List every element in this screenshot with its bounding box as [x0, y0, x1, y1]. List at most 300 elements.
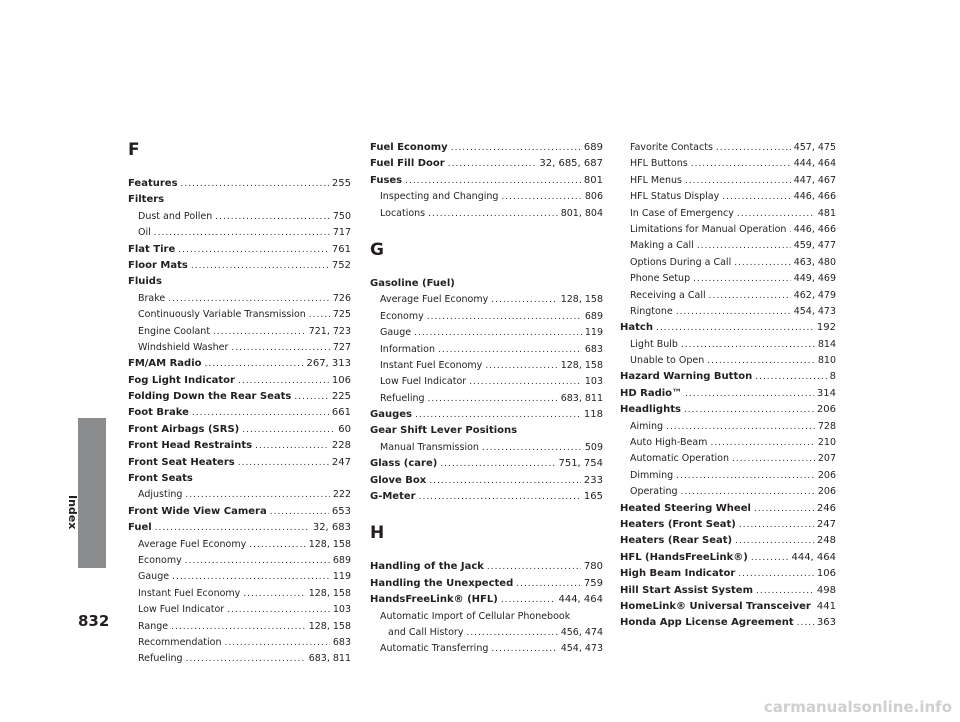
- index-entry: [128, 389, 351, 405]
- index-entry: [620, 533, 836, 549]
- index-entry: [370, 407, 603, 423]
- entry-page-numbers: 462, 479: [793, 289, 836, 301]
- dot-leader: [415, 407, 581, 423]
- entry-text: Unable to Open: [630, 355, 705, 367]
- entry-text: Manual Transmission: [380, 441, 479, 453]
- entry-text: Features: [128, 178, 178, 189]
- dot-leader: [697, 238, 791, 254]
- entry-text: Receiving a Call: [630, 289, 706, 301]
- entry-page-numbers: 653: [331, 505, 351, 517]
- dot-leader: [238, 455, 329, 471]
- entry-page-numbers: 759: [583, 577, 603, 589]
- entry-text: Gauges: [370, 409, 412, 421]
- entry-text: Phone Setup: [630, 273, 691, 285]
- entry-page-numbers: 248: [816, 535, 836, 547]
- index-entry: [620, 369, 836, 385]
- index-subentry: [128, 340, 351, 356]
- entry-text: Operating: [630, 486, 678, 498]
- entry-page-numbers: 814: [817, 338, 836, 350]
- entry-text: Fuel: [128, 522, 152, 534]
- index-entry: [370, 592, 603, 608]
- index-entry: [128, 176, 351, 192]
- entry-text: Front Wide View Camera: [128, 505, 267, 517]
- entry-text: Average Fuel Economy: [138, 538, 247, 550]
- entry-text: Limitations for Manual Operation: [630, 223, 787, 235]
- entry-text: Light Bulb: [630, 338, 678, 350]
- entry-page-numbers: 725: [332, 309, 351, 321]
- dot-leader: [171, 619, 306, 635]
- index-subentry: [620, 156, 836, 172]
- entry-text: Refueling: [138, 653, 183, 665]
- entry-text: Engine Coolant: [138, 325, 211, 337]
- entry-page-numbers: 752: [331, 259, 351, 271]
- index-entry: [370, 489, 603, 505]
- entry-page-numbers: 661: [331, 407, 351, 419]
- index-subentry: [620, 435, 836, 451]
- dot-leader: [192, 405, 329, 421]
- dot-leader: [154, 225, 330, 241]
- entry-text: Low Fuel Indicator: [380, 376, 467, 388]
- entry-page-numbers: 246: [816, 502, 836, 514]
- dot-leader: [448, 156, 537, 172]
- index-entry: [128, 422, 351, 438]
- dot-leader: [270, 504, 329, 520]
- index-subentry: [128, 291, 351, 307]
- dot-leader: [227, 602, 330, 618]
- entry-text: Dimming: [630, 469, 674, 481]
- dot-leader: [224, 635, 329, 651]
- entry-page-numbers: 750: [332, 210, 351, 222]
- section-letter-heading: G: [370, 239, 384, 260]
- dot-leader: [466, 625, 557, 641]
- entry-text: Heaters (Front Seat): [620, 518, 736, 530]
- index-subentry: [128, 635, 351, 651]
- dot-leader: [797, 615, 814, 631]
- entry-page-numbers: 363: [816, 617, 836, 629]
- entry-text: Instant Fuel Economy: [380, 359, 483, 371]
- dot-leader: [685, 173, 791, 189]
- entry-page-numbers: 728: [817, 420, 836, 432]
- dot-leader: [249, 537, 305, 553]
- entry-page-numbers: 449, 469: [793, 273, 836, 285]
- watermark: carmanualsonline.info: [763, 698, 952, 716]
- entry-text: In Case of Emergency: [630, 207, 734, 219]
- dot-leader: [516, 576, 581, 592]
- dot-leader: [482, 440, 582, 456]
- entry-text: Front Head Restraints: [128, 440, 253, 452]
- entry-text: Glove Box: [370, 474, 427, 486]
- index-entry: [370, 173, 603, 189]
- entry-text: Filters: [128, 194, 165, 206]
- entry-page-numbers: 118: [583, 409, 603, 421]
- entry-page-numbers: 444, 464: [558, 594, 603, 606]
- index-subentry: [620, 468, 836, 484]
- dot-leader: [681, 337, 815, 353]
- entry-page-numbers: 255: [331, 178, 351, 189]
- index-entry: [128, 274, 351, 290]
- entry-page-numbers: 689: [584, 310, 603, 322]
- index-entry: [620, 517, 836, 533]
- index-subentry: [620, 140, 836, 156]
- index-entry: [370, 576, 603, 592]
- dot-leader: [738, 566, 814, 582]
- index-subentry: [370, 206, 603, 222]
- dot-leader: [485, 358, 557, 374]
- dot-leader: [691, 156, 791, 172]
- entry-text: Hatch: [620, 322, 653, 334]
- index-subentry: [620, 271, 836, 287]
- entry-text: Information: [380, 343, 435, 355]
- entry-text: High Beam Indicator: [620, 568, 736, 580]
- entry-page-numbers: 165: [583, 491, 603, 503]
- index-subentry: [370, 358, 603, 374]
- entry-page-numbers: 726: [332, 292, 351, 304]
- entry-text: Favorite Contacts: [630, 142, 713, 153]
- index-subentry: [128, 553, 351, 569]
- index-entry: [620, 615, 836, 631]
- entry-page-numbers: 447, 467: [793, 174, 836, 186]
- entry-text: Gauge: [380, 327, 412, 339]
- entry-page-numbers: 801: [583, 174, 603, 186]
- index-subentry: [620, 255, 836, 271]
- entry-text: HomeLink® Universal Transceiver: [620, 600, 811, 612]
- dot-leader: [710, 435, 814, 451]
- entry-text: Fog Light Indicator: [128, 374, 235, 386]
- entry-text: Gear Shift Lever Positions: [370, 425, 518, 437]
- entry-page-numbers: 683, 811: [560, 392, 603, 404]
- dot-leader: [191, 258, 329, 274]
- entry-text: Auto High-Beam: [630, 437, 708, 449]
- dot-leader: [181, 176, 329, 192]
- index-subentry: [370, 309, 603, 325]
- index-subentry: [620, 419, 836, 435]
- index-column-2: [370, 140, 603, 658]
- section-gap: [370, 222, 603, 240]
- dot-leader: [213, 324, 306, 340]
- index-subentry: [620, 288, 836, 304]
- entry-text: Gasoline (Fuel): [370, 277, 455, 289]
- index-subentry: [620, 451, 836, 467]
- entry-text: Oil: [138, 227, 151, 239]
- entry-page-numbers: 457, 475: [793, 142, 836, 153]
- dot-leader: [168, 291, 330, 307]
- index-subentry: [128, 651, 351, 667]
- entry-page-numbers: 128, 158: [560, 359, 603, 371]
- dot-leader: [739, 517, 814, 533]
- entry-page-numbers: 119: [584, 327, 603, 339]
- index-entry: [620, 501, 836, 517]
- entry-page-numbers: 454, 473: [560, 643, 603, 655]
- entry-text: Windshield Washer: [138, 341, 229, 353]
- index-entry: [620, 599, 836, 615]
- entry-page-numbers: 8: [829, 371, 836, 383]
- entry-page-numbers: 761: [331, 243, 351, 255]
- entry-text: HandsFreeLink® (HFL): [370, 594, 498, 606]
- dot-leader: [419, 489, 581, 505]
- index-subentry: [370, 641, 603, 657]
- entry-page-numbers: 228: [331, 440, 351, 452]
- index-subentry: [128, 209, 351, 225]
- dot-leader: [756, 583, 814, 599]
- index-entry: [128, 405, 351, 421]
- index-entry: [620, 320, 836, 336]
- index-entry: [128, 242, 351, 258]
- entry-text: Honda App License Agreement: [620, 617, 794, 629]
- index-subentry: [128, 225, 351, 241]
- entry-page-numbers: 806: [584, 191, 603, 203]
- entry-text: Inspecting and Changing: [380, 191, 499, 203]
- entry-page-numbers: 444, 464: [793, 158, 836, 170]
- entry-text: Gauge: [138, 571, 170, 583]
- entry-page-numbers: 247: [816, 518, 836, 530]
- entry-page-numbers: 247: [331, 456, 351, 468]
- dot-leader: [451, 140, 581, 156]
- section-gap: [370, 505, 603, 523]
- entry-text: Average Fuel Economy: [380, 294, 489, 306]
- dot-leader: [681, 484, 815, 500]
- section-letter-heading: H: [370, 523, 385, 544]
- entry-text: Locations: [380, 207, 426, 219]
- entry-page-numbers: 32, 685, 687: [539, 158, 603, 170]
- index-side-label: Index: [66, 495, 79, 530]
- index-entry: [128, 504, 351, 520]
- entry-page-numbers: 801, 804: [560, 207, 603, 219]
- entry-text: Automatic Operation: [630, 453, 730, 465]
- entry-page-numbers: 683: [332, 636, 351, 648]
- dot-leader: [438, 342, 582, 358]
- dot-leader: [676, 468, 815, 484]
- entry-text: Low Fuel Indicator: [138, 604, 225, 616]
- section-letter-heading: F: [128, 140, 140, 160]
- dot-leader: [155, 520, 310, 536]
- index-entry: [370, 473, 603, 489]
- dot-leader: [242, 422, 335, 438]
- index-subentry: [620, 337, 836, 353]
- index-entry: [128, 471, 351, 487]
- entry-text: HFL Buttons: [630, 158, 688, 170]
- dot-leader: [693, 271, 791, 287]
- entry-page-numbers: 446, 466: [793, 223, 836, 235]
- index-subentry: [370, 391, 603, 407]
- dot-leader: [722, 189, 790, 205]
- index-entry: [128, 373, 351, 389]
- entry-page-numbers: 267, 313: [306, 358, 351, 370]
- index-entry: [128, 192, 351, 208]
- entry-page-numbers: 207: [817, 453, 836, 465]
- entry-text: HD Radio™: [620, 387, 683, 399]
- entry-text: Refueling: [380, 392, 425, 404]
- entry-page-numbers: 721, 723: [308, 325, 351, 337]
- index-subentry: [128, 569, 351, 585]
- entry-text: HFL Status Display: [630, 191, 720, 203]
- entry-text: Recommendation: [138, 636, 222, 648]
- dot-leader: [734, 255, 790, 271]
- entry-text: FM/AM Radio: [128, 358, 202, 370]
- entry-page-numbers: 106: [816, 568, 836, 580]
- entry-text: Handling of the Jack: [370, 561, 484, 573]
- index-column-3: [620, 140, 836, 632]
- entry-text: Handling the Unexpected: [370, 577, 514, 589]
- index-subentry: [620, 238, 836, 254]
- dot-leader: [185, 487, 329, 503]
- index-subentry: [128, 619, 351, 635]
- dot-leader: [709, 288, 791, 304]
- entry-page-numbers: 225: [331, 391, 351, 403]
- dot-leader: [205, 356, 304, 372]
- entry-text: Range: [138, 620, 169, 632]
- index-entry: [128, 438, 351, 454]
- entry-text: Economy: [380, 310, 424, 322]
- index-subentry: [370, 189, 603, 205]
- dot-leader: [501, 592, 556, 608]
- entry-text: Headlights: [620, 404, 681, 416]
- dot-leader: [732, 451, 815, 467]
- entry-page-numbers: 210: [817, 437, 836, 449]
- dot-leader: [755, 369, 826, 385]
- entry-text: Brake: [138, 292, 166, 304]
- dot-leader: [716, 140, 791, 156]
- entry-page-numbers: 780: [583, 561, 603, 573]
- entry-text: Hazard Warning Button: [620, 371, 753, 383]
- dot-leader: [405, 173, 581, 189]
- index-subentry: [620, 484, 836, 500]
- dot-leader: [231, 340, 330, 356]
- entry-text: Ringtone: [630, 305, 673, 317]
- index-entry: [370, 140, 603, 156]
- entry-text: Economy: [138, 554, 182, 566]
- entry-text: Flat Tire: [128, 243, 176, 255]
- entry-text: Adjusting: [138, 489, 183, 501]
- index-subentry: [370, 609, 603, 625]
- index-entry: [370, 559, 603, 575]
- dot-leader: [185, 553, 330, 569]
- entry-page-numbers: 683: [584, 343, 603, 355]
- index-subentry: [128, 537, 351, 553]
- entry-text: Options During a Call: [630, 256, 732, 268]
- entry-page-numbers: 60: [338, 423, 351, 435]
- dot-leader: [789, 222, 790, 238]
- entry-page-numbers: 222: [332, 489, 351, 501]
- index-subentry: [620, 222, 836, 238]
- entry-page-numbers: 206: [816, 404, 836, 416]
- entry-page-numbers: 810: [817, 355, 836, 367]
- entry-page-numbers: 717: [332, 227, 351, 239]
- entry-text: Fuel Economy: [370, 142, 448, 153]
- dot-leader: [469, 374, 582, 390]
- entry-text: Folding Down the Rear Seats: [128, 391, 292, 403]
- dot-leader: [178, 242, 329, 258]
- entry-page-numbers: 106: [331, 374, 351, 386]
- entry-text: Foot Brake: [128, 407, 189, 419]
- dot-leader: [427, 309, 582, 325]
- dot-leader: [440, 456, 555, 472]
- entry-page-numbers: 727: [332, 341, 351, 353]
- index-entry: [620, 583, 836, 599]
- entry-page-numbers: 128, 158: [308, 587, 351, 599]
- dot-leader: [243, 586, 305, 602]
- index-subentry: [370, 625, 603, 641]
- entry-page-numbers: 103: [584, 376, 603, 388]
- index-subentry: [370, 440, 603, 456]
- dot-leader: [735, 533, 814, 549]
- page-number: 832: [78, 612, 110, 630]
- entry-page-numbers: 689: [332, 554, 351, 566]
- entry-text: Fuses: [370, 174, 403, 186]
- index-subentry: [620, 173, 836, 189]
- entry-text: Making a Call: [630, 240, 694, 252]
- dot-leader: [428, 206, 558, 222]
- dot-leader: [428, 391, 558, 407]
- entry-page-numbers: 751, 754: [558, 458, 603, 470]
- index-side-tab: [78, 418, 106, 568]
- index-entry: [370, 276, 603, 292]
- index-subentry: [620, 206, 836, 222]
- entry-page-numbers: 206: [817, 486, 836, 498]
- index-subentry: [370, 292, 603, 308]
- entry-page-numbers: 103: [332, 604, 351, 616]
- index-subentry: [128, 487, 351, 503]
- index-subentry: [620, 304, 836, 320]
- entry-text: Automatic Transferring: [380, 643, 489, 655]
- dot-leader: [501, 189, 581, 205]
- entry-text: Aiming: [630, 420, 664, 432]
- dot-leader: [414, 325, 582, 341]
- entry-text: Front Seats: [128, 473, 193, 485]
- dot-leader: [737, 206, 815, 222]
- dot-leader: [294, 389, 329, 405]
- entry-page-numbers: 233: [583, 474, 603, 486]
- entry-page-numbers: 456, 474: [560, 626, 603, 638]
- index-entry: [620, 550, 836, 566]
- dot-leader: [429, 473, 581, 489]
- dot-leader: [309, 307, 330, 323]
- entry-text: Heaters (Rear Seat): [620, 535, 733, 547]
- entry-page-numbers: 444, 464: [791, 551, 836, 563]
- index-entry: [620, 566, 836, 582]
- entry-page-numbers: 481: [817, 207, 836, 219]
- index-subentry: [620, 189, 836, 205]
- entry-text: Fluids: [128, 276, 162, 288]
- entry-page-numbers: 192: [816, 322, 836, 334]
- dot-leader: [707, 353, 815, 369]
- entry-text: Heated Steering Wheel: [620, 502, 751, 514]
- index-subentry: [370, 342, 603, 358]
- index-entry: [370, 156, 603, 172]
- dot-leader: [487, 559, 581, 575]
- entry-text: G-Meter: [370, 491, 416, 503]
- index-subentry: [128, 324, 351, 340]
- entry-text: Glass (care): [370, 458, 438, 470]
- dot-leader: [186, 651, 306, 667]
- dot-leader: [255, 438, 329, 454]
- entry-page-numbers: 683, 811: [308, 653, 351, 665]
- index-column-1: [128, 140, 351, 668]
- index-entry: [128, 520, 351, 536]
- index-entry: [128, 455, 351, 471]
- entry-page-numbers: 441: [816, 600, 836, 612]
- entry-page-numbers: 128, 158: [308, 620, 351, 632]
- entry-text: Dust and Pollen: [138, 210, 213, 222]
- index-subentry: [620, 353, 836, 369]
- index-subentry: [128, 307, 351, 323]
- entry-page-numbers: 314: [816, 387, 836, 399]
- entry-page-numbers: 206: [817, 469, 836, 481]
- dot-leader: [172, 569, 330, 585]
- entry-page-numbers: 119: [332, 571, 351, 583]
- entry-text: Front Airbags (SRS): [128, 423, 240, 435]
- dot-leader: [684, 402, 814, 418]
- index-subentry: [370, 374, 603, 390]
